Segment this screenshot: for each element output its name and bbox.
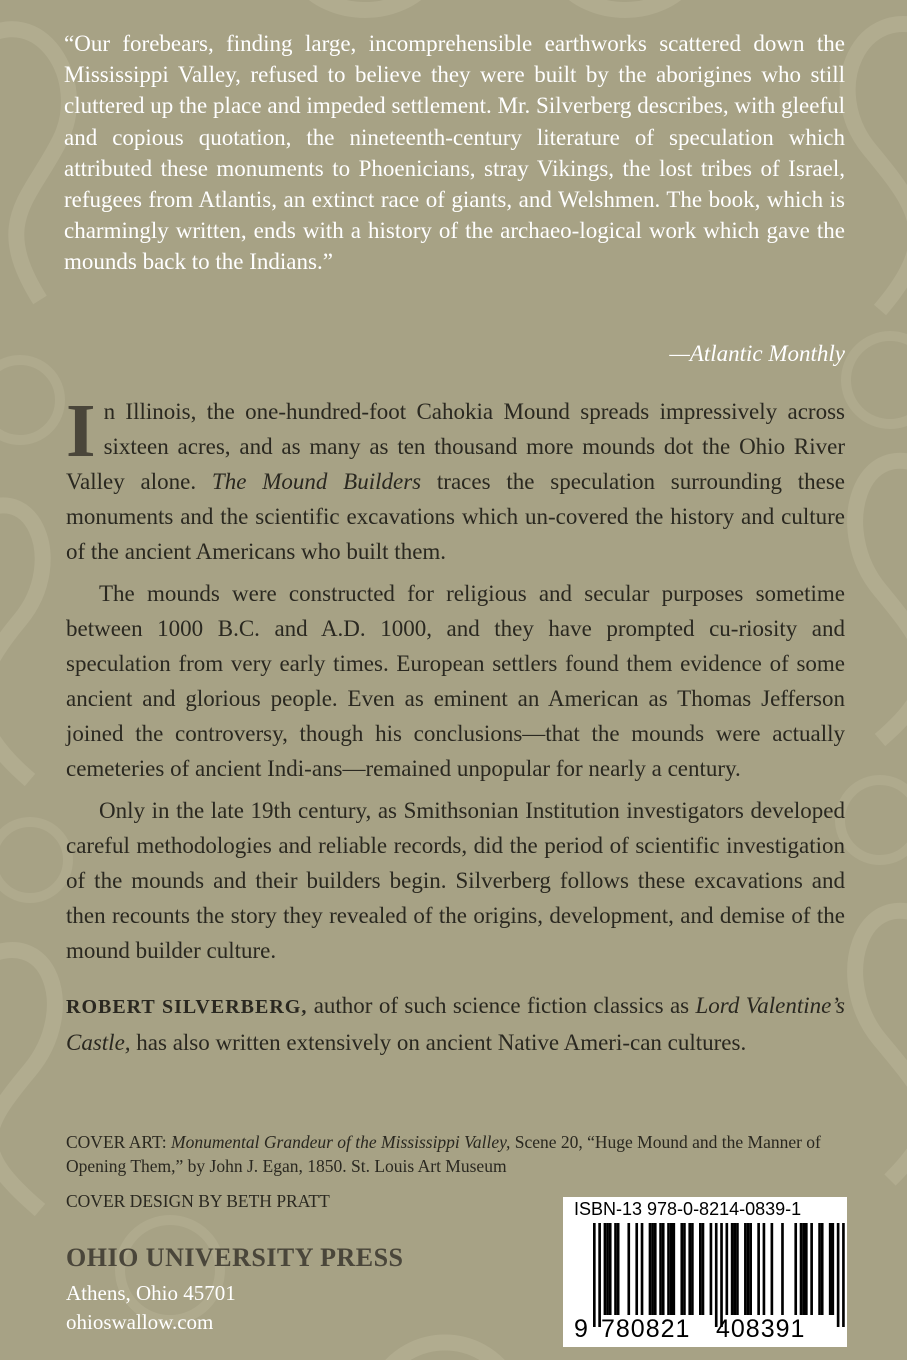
barcode-bar — [832, 1223, 835, 1315]
barcode-bar — [747, 1223, 750, 1315]
barcode-bar — [699, 1223, 702, 1315]
barcode-bar — [744, 1223, 747, 1315]
barcode-bar — [691, 1223, 694, 1315]
barcode-bar — [842, 1223, 845, 1327]
barcode-bar — [829, 1223, 832, 1315]
barcode-bar — [731, 1223, 734, 1315]
barcode-bar — [667, 1223, 670, 1315]
barcode-bar — [683, 1223, 686, 1315]
barcode-bar — [651, 1223, 654, 1315]
barcode-digits-left: 780821 — [601, 1315, 691, 1343]
barcode-bar — [654, 1223, 657, 1315]
barcode-bar — [736, 1223, 739, 1315]
barcode-bar — [659, 1223, 662, 1315]
book-title-inline: The Mound Builders — [211, 469, 422, 494]
barcode-bar — [726, 1223, 729, 1315]
barcode-bar — [702, 1223, 705, 1315]
drop-cap: I — [66, 389, 96, 473]
barcode-bar — [614, 1223, 617, 1315]
barcode-bar — [800, 1223, 803, 1315]
isbn-label: ISBN-13 978-0-8214-0839-1 — [574, 1199, 802, 1219]
barcode-bar — [771, 1223, 774, 1315]
barcode-bar — [688, 1223, 691, 1315]
barcode-bar — [670, 1223, 673, 1315]
description-paragraph-2: The mounds were constructed for religious and secular purposes sometime between 1000 B.C. and A.D. 1000, and they have prompted cu-riosity and speculation from very early times. European settlers found them evidence of some ancient and glorious people. Even as eminent an American as Thomas Jefferson joined the controversy, though his conclusions—that the mounds were actually cemeteries of ancient Indi-ans—remained unpopular for nearly a century. — [66, 581, 845, 781]
publisher-city: Athens, Ohio 45701 — [66, 1281, 236, 1305]
isbn-barcode — [563, 1197, 847, 1347]
barcode-bar — [680, 1223, 683, 1315]
barcode-bar — [810, 1223, 813, 1315]
barcode-bar — [617, 1223, 620, 1315]
author-bio: ROBERT SILVERBERG, author of such science fiction classics as Lord Valentine’s Castle, has also written extensively on ancient Native Ameri-can cultures. — [66, 993, 845, 1055]
barcode-bar — [649, 1223, 652, 1315]
barcode-bar — [763, 1223, 766, 1315]
cover-art-credit: COVER ART: Monumental Grandeur of the Mississippi Valley, Scene 20, “Huge Mound and the Manner of Opening Them,” by John J. Egan, 1850. St. Louis Art Museum — [66, 1132, 821, 1176]
cover-design-credit: COVER DESIGN BY BETH PRATT — [66, 1191, 330, 1211]
book-description — [66, 389, 845, 1067]
quote-attribution: —Atlantic Monthly — [669, 341, 845, 366]
barcode-bar — [733, 1223, 736, 1315]
barcode-bar — [794, 1223, 797, 1315]
author-name: ROBERT SILVERBERG, — [66, 996, 308, 1018]
barcode-bar — [818, 1223, 821, 1315]
barcode-bar — [720, 1223, 723, 1327]
barcode-bar — [781, 1223, 784, 1315]
barcode-bar — [821, 1223, 824, 1315]
description-paragraph-3: Only in the late 19th century, as Smithsonian Institution investigators developed careful methodologies and reliable records, did the period of scientific investigation of the mounds and their builders begin. Silverberg follows these excavations and then recounts the story they revealed of the origins, development, and demise of the mound builder culture. — [66, 798, 845, 963]
barcode-bar — [757, 1223, 760, 1315]
publisher-name: OHIO UNIVERSITY PRESS — [66, 1243, 404, 1272]
barcode-bar — [802, 1223, 805, 1315]
barcode-bar — [805, 1223, 808, 1315]
author-work-title: Lord Valentine’s Castle, — [66, 993, 845, 1055]
barcode-bar — [710, 1223, 713, 1315]
review-quote: “Our forebears, finding large, incomprehensible earthworks scattered down the Mississippi Valley, refused to believe they were built by the aborigines who still cluttered up the place and impeded settlement. Mr. Silverberg describes, with gleeful and copious quotation, the nineteenth-century literature of speculation which attributed these monuments to Phoenicians, stray Vikings, the lost tribes of Israel, refugees from Atlantis, an extinct race of giants, and Welshmen. The book, which is charmingly written, ends with a history of the archaeo-logical work which gave the mounds back to the Indians.” — [64, 31, 845, 275]
barcode-bar — [627, 1223, 630, 1315]
barcode-bar — [641, 1223, 644, 1315]
barcode-bar — [837, 1223, 840, 1327]
barcode-bar — [593, 1223, 596, 1327]
barcode-bar — [609, 1223, 612, 1315]
barcode-bar — [715, 1223, 718, 1327]
barcode-digits-right: 408391 — [716, 1315, 806, 1343]
barcode-digit-first: 9 — [574, 1315, 589, 1343]
barcode-bar — [673, 1223, 676, 1315]
description-paragraph-1: In Illinois, the one-hundred-foot Cahokia Mound spreads impressively across sixteen acres, and as many as ten thousand more mounds dot the Ohio River Valley alone. The Mound Builders traces the speculation surrounding these monuments and the scientific excavations which un-covered the history and culture of the ancient Americans who built them. — [66, 389, 845, 564]
barcode-bar — [662, 1223, 665, 1315]
barcode-bar — [635, 1223, 638, 1315]
barcode-bar — [606, 1223, 609, 1315]
barcode-bar — [604, 1223, 607, 1315]
publisher-website: ohioswallow.com — [66, 1310, 214, 1334]
barcode-bar — [598, 1223, 601, 1327]
barcode-bar — [749, 1223, 752, 1315]
